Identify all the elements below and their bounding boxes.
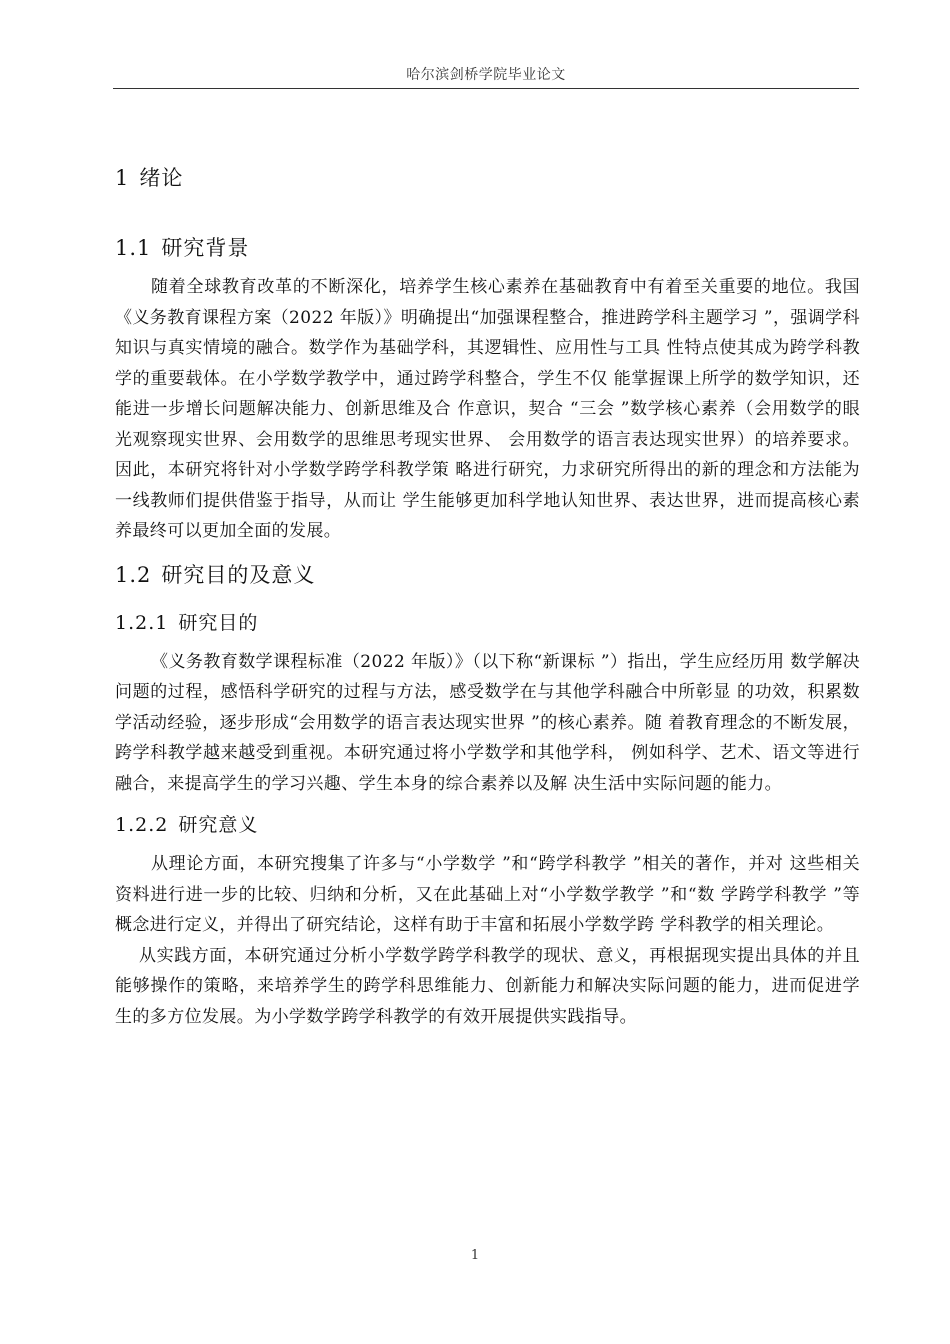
section-number: 1.2 xyxy=(115,562,152,587)
background-paragraph: 随着全球教育改革的不断深化，培养学生核心素养在基础教育中有着至关重要的地位。我国《义务教育课程方案（2022 年版）》明确提出“加强课程整合，推进跨学科主题学习 ”，强调学科知识与真实情境的融合。数学作为基础学科，其逻辑性、应用性与工具 性特点使其成为跨学科教学的重要载体。在小学数学教学中，通过跨学科整合，学生不仅 能掌握课上所学的数学知识，还能进一步增长问题解决能力、创新思维及合 作意识，契合 “三会 ”数学核心素养（会用数学的眼光观察现实世界、会用数学的思维思考现实世界、 会用数学的语言表达现实世界）的培养要求。因此，本研究将针对小学数学跨学科教学策 略进行研究，力求研究所得出的新的理念和方法能为一线教师们提供借鉴于指导，从而让 学生能够更加科学地认知世界、表达世界，进而提高核心素养最终可以更加全面的发展。 xyxy=(115,277,860,541)
subsection-heading-1-2-2 xyxy=(115,803,860,847)
subsection-title: 研究目的 xyxy=(178,611,259,634)
page-content xyxy=(115,158,860,1032)
chapter-title: 绪论 xyxy=(139,166,184,190)
significance-practice-paragraph: 从实践方面，本研究通过分析小学数学跨学科教学的现状、意义，再根据现实提出具体的并且能够操作的策略，来培养学生的跨学科思维能力、创新能力和解决实际问题的能力，进而促进学生的多方位发展。为小学数学跨学科教学的有效开展提供实践指导。 xyxy=(115,945,860,1027)
chapter-number: 1 xyxy=(115,166,130,190)
subsection-heading-1-2-1 xyxy=(115,601,860,645)
section-heading-1-2 xyxy=(115,551,860,599)
section-title: 研究目的及意义 xyxy=(161,562,316,587)
chapter-heading xyxy=(115,158,860,198)
section-heading-1-1 xyxy=(115,228,860,268)
significance-theory-paragraph: 从理论方面，本研究搜集了许多与“小学数学 ”和“跨学科教学 ”相关的著作，并对 这些相关资料进行进一步的比较、归纳和分析，又在此基础上对“小学数学教学 ”和“数 学跨学科教学 ”等概念进行定义，并得出了研究结论，这样有助于丰富和拓展小学数学跨 学科教学的相关理论。 xyxy=(115,854,860,935)
section-number: 1.1 xyxy=(115,236,152,260)
subsection-title: 研究意义 xyxy=(178,814,259,836)
page-number: 1 xyxy=(470,1248,480,1263)
running-header: 哈尔滨剑桥学院毕业论文 xyxy=(406,67,566,83)
section-title: 研究背景 xyxy=(161,236,250,260)
subsection-number: 1.2.1 xyxy=(115,611,169,634)
subsection-number: 1.2.2 xyxy=(115,814,169,836)
header-rule xyxy=(113,88,859,89)
purpose-paragraph: 《义务教育数学课程标准（2022 年版）》（以下称“新课标 ”）指出，学生应经历用 数学解决问题的过程，感悟科学研究的过程与方法，感受数学在与其他学科融合中所彰显 的功效，积累数学活动经验，逐步形成“会用数学的语言表达现实世界 ”的核心素养。随 着教育理念的不断发展，跨学科教学越来越受到重视。本研究通过将小学数学和其他学科， 例如科学、艺术、语文等进行融合，来提高学生的学习兴趣、学生本身的综合素养以及解 决生活中实际问题的能力。 xyxy=(115,651,860,794)
